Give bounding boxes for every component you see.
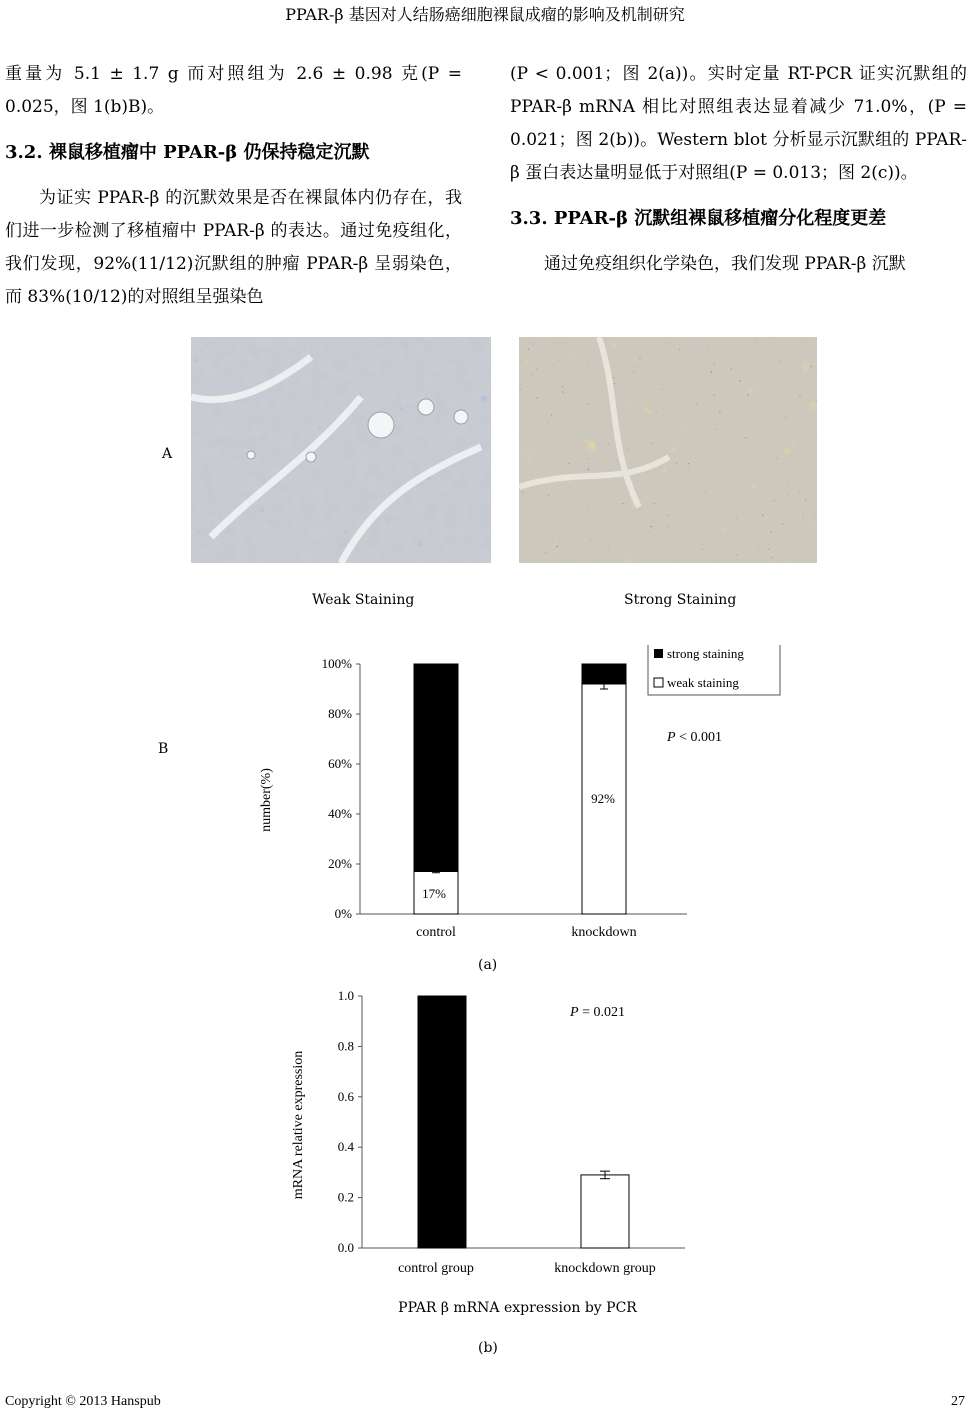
y-tick-label: 0.2 [337, 1189, 354, 1205]
x-category-label: control [416, 925, 456, 940]
caption-weak-staining: Weak Staining [312, 592, 415, 608]
right-column [510, 58, 967, 281]
bar-knockdown-group [581, 1175, 629, 1248]
footer-page-number: 27 [951, 1394, 965, 1409]
section-heading-3-2: 3.2. 裸鼠移植瘤中 PPAR-β 仍保持稳定沉默 [5, 142, 370, 163]
y-tick-label: 0.8 [337, 1038, 354, 1054]
legend-swatch-strong [654, 649, 663, 658]
y-tick-label: 20% [328, 856, 352, 871]
y-tick-label: 0.4 [337, 1139, 354, 1155]
y-tick-label: 60% [328, 756, 352, 771]
footer-copyright: Copyright © 2013 Hanspub [5, 1394, 161, 1409]
y-axis-label: number(%) [259, 768, 274, 832]
y-tick-label: 0% [334, 906, 352, 921]
y-tick-label: 0.0 [337, 1240, 354, 1255]
micrograph-weak-staining [191, 337, 491, 563]
sub-caption-a: (a) [478, 957, 498, 973]
p-value-annotation-b: P = 0.021 [570, 1005, 625, 1020]
y-axis-label-mrna: mRNA relative expression [291, 1050, 306, 1200]
stacked-bar-chart [250, 645, 790, 945]
section-heading-3-3: 3.3. PPAR-β 沉默组裸鼠移植瘤分化程度更差 [510, 208, 887, 229]
x-category-label: control group [398, 1261, 474, 1276]
bar-control-group [418, 996, 466, 1248]
p-value-annotation-a: P < 0.001 [667, 730, 722, 745]
bar-data-label-control: 17% [422, 886, 446, 901]
panel-letter-a: A [162, 446, 173, 462]
running-header: PPAR-β 基因对人结肠癌细胞裸鼠成瘤的影响及机制研究 [285, 5, 685, 24]
panel-letter-b: B [158, 741, 169, 757]
legend-weak-staining: weak staining [667, 675, 739, 690]
y-tick-label: 100% [321, 656, 352, 671]
left-paragraph-1: 重量为 5.1 ± 1.7 g 而对照组为 2.6 ± 0.98 克(P = 0.025，图 1(b)B)。 [5, 64, 462, 117]
chart-title-below: PPAR β mRNA expression by PCR [398, 1300, 637, 1316]
mrna-bar-chart [280, 985, 700, 1285]
legend-swatch-weak [654, 678, 663, 687]
left-column [5, 58, 462, 314]
y-tick-label: 0.6 [337, 1088, 354, 1104]
y-tick-label: 1.0 [337, 988, 354, 1003]
x-category-label: knockdown group [554, 1261, 656, 1276]
y-tick-label: 80% [328, 706, 352, 721]
right-paragraph-2: 通过免疫组织化学染色，我们发现 PPAR-β 沉默 [544, 254, 906, 274]
sub-caption-b: (b) [478, 1340, 498, 1356]
right-paragraph-1: (P < 0.001；图 2(a))。实时定量 RT-PCR 证实沉默组的 PPAR-β mRNA 相比对照组表达显着减少 71.0%，(P = 0.021；图 2(b))。Western blot 分析显示沉默组的 PPAR-β 蛋白表达量明显低于对照组(P = 0.013；图 2(c))。 [510, 64, 967, 183]
left-paragraph-2: 为证实 PPAR-β 的沉默效果是否在裸鼠体内仍存在，我们进一步检测了移植瘤中 PPAR-β 的表达。通过免疫组化，我们发现，92%(11/12)沉默组的肿瘤 PPAR-β 呈弱染色，而 83%(10/12)的对照组呈强染色 [5, 188, 462, 307]
micrograph-strong-staining [519, 337, 817, 563]
legend-strong-staining: strong staining [667, 646, 744, 661]
caption-strong-staining: Strong Staining [624, 592, 737, 608]
bar-data-label-knockdown: 92% [591, 791, 615, 806]
bar-segment-strong-control [414, 664, 458, 872]
x-category-label: knockdown [571, 925, 637, 940]
y-tick-label: 40% [328, 806, 352, 821]
